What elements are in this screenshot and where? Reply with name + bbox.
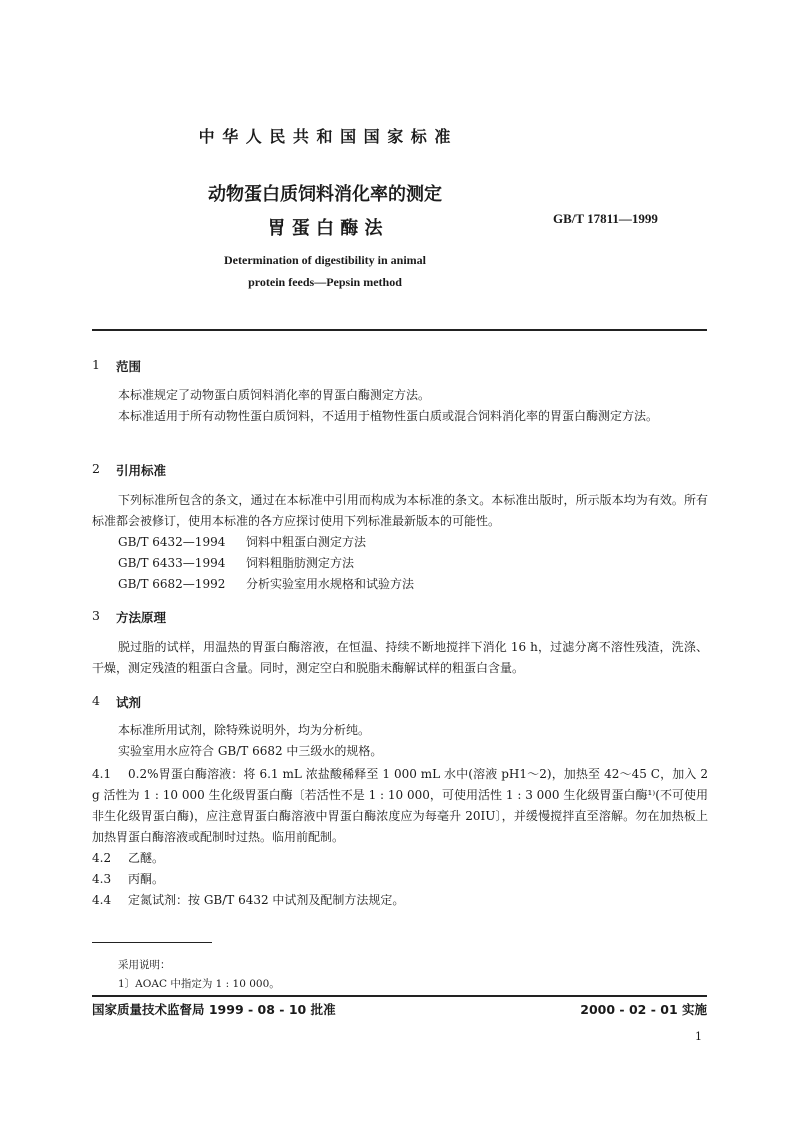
section-2-number: 2 <box>92 461 100 476</box>
section-4-title: 试剂 <box>116 695 142 710</box>
clause-number: 4.1 <box>92 767 112 781</box>
standard-code: GB/T 17811—1999 <box>553 211 658 226</box>
clause-text: 0.2%胃蛋白酶溶液：将 6.1 mL 浓盐酸稀释至 1 000 mL 水中(溶液 pH1～2)，加热至 42～45 C，加入 2 g 活性为 1 : 10 000 生化级胃蛋白酶〔若活性不是 1 : 10 000，可使用活性 1 : 3 000 生化级胃蛋白酶¹⁾(不可使用非生化级胃蛋白酶)，应注意胃蛋白酶溶液中胃蛋白酶浓度应为每毫升 20IU〕，并缓慢搅拌直至溶解。勿在加热板上加热胃蛋白酶溶液或配制时过热。临用前配制。 <box>92 767 708 844</box>
section-1-paragraph-2: 本标准适用于所有动物性蛋白质饲料，不适用于植物性蛋白质或混合饲料消化率的胃蛋白酶测定方法。 <box>118 409 659 423</box>
section-3-title: 方法原理 <box>116 610 167 625</box>
section-1-number: 1 <box>92 357 100 372</box>
implementation-line: 2000 - 02 - 01 实施 <box>580 1002 707 1017</box>
section-2-title: 引用标准 <box>116 463 167 478</box>
header-divider <box>92 329 707 331</box>
approval-line: 国家质量技术监督局 1999 - 08 - 10 批准 <box>92 1002 336 1017</box>
document-subtitle: 胃 蛋 白 酶 法 <box>267 218 383 239</box>
reference-title: 饲料中粗蛋白测定方法 <box>246 535 367 549</box>
reference-code: GB/T 6682—1992 <box>118 577 226 591</box>
reference-title: 分析实验室用水规格和试验方法 <box>246 577 415 591</box>
reference-title: 饲料粗脂肪测定方法 <box>246 556 355 570</box>
footnote-text: 1〕AOAC 中指定为 1 : 10 000。 <box>118 978 280 990</box>
section-1-paragraph-1: 本标准规定了动物蛋白质饲料消化率的胃蛋白酶测定方法。 <box>118 388 431 402</box>
footnote-divider <box>92 942 212 943</box>
english-title-line1: Determination of digestibility in animal <box>224 253 426 267</box>
section-4-number: 4 <box>92 693 100 708</box>
reference-code: GB/T 6432—1994 <box>118 535 226 549</box>
footnote-label: 采用说明： <box>118 959 171 971</box>
clause-text: 定氮试剂：按 GB/T 6432 中试剂及配制方法规定。 <box>128 893 405 907</box>
reference-code: GB/T 6433—1994 <box>118 556 226 570</box>
clause-text: 乙醚。 <box>128 851 165 865</box>
document-title: 动物蛋白质饲料消化率的测定 <box>208 184 442 205</box>
national-standard-heading: 中 华 人 民 共 和 国 国 家 标 准 <box>198 127 452 146</box>
clause-number: 4.4 <box>92 893 112 907</box>
section-2-paragraph-1: 下列标准所包含的条文，通过在本标准中引用而构成为本标准的条文。本标准出版时，所示版本均为有效。所有标准都会被修订，使用本标准的各方应探讨使用下列标准最新版本的可能性。 <box>92 493 708 528</box>
clause-number: 4.2 <box>92 851 112 865</box>
section-3-paragraph-1: 脱过脂的试样，用温热的胃蛋白酶溶液，在恒温、持续不断地搅拌下消化 16 h，过滤分离不溶性残渣，洗涤、干燥，测定残渣的粗蛋白含量。同时，测定空白和脱脂未酶解试样的粗蛋白含量。 <box>92 640 708 675</box>
section-4-paragraph-1: 本标准所用试剂，除特殊说明外，均为分析纯。 <box>118 723 371 737</box>
section-3-number: 3 <box>92 608 100 623</box>
page-number: 1 <box>695 1030 702 1043</box>
footer-divider <box>92 995 707 997</box>
english-title-line2: protein feeds—Pepsin method <box>248 275 402 289</box>
clause-number: 4.3 <box>92 872 112 886</box>
section-4-paragraph-2: 实验室用水应符合 GB/T 6682 中三级水的规格。 <box>118 744 383 758</box>
section-1-title: 范围 <box>116 359 142 374</box>
clause-text: 丙酮。 <box>128 872 165 886</box>
